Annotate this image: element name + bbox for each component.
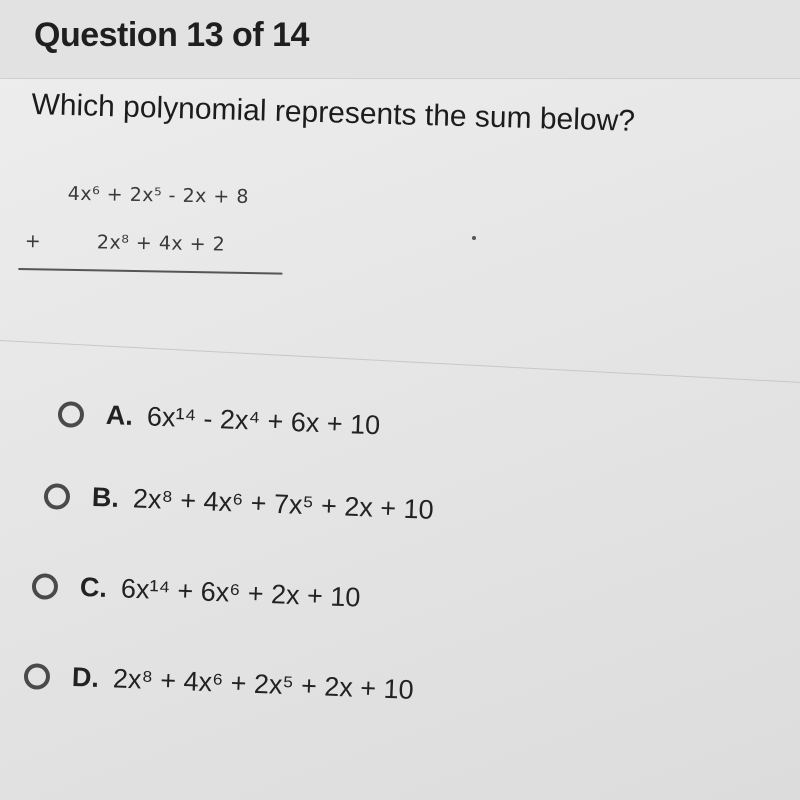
choice-a-text: 6x¹⁴ - 2x⁴ + 6x + 10 (146, 401, 381, 441)
choice-a-letter: A. (105, 399, 134, 431)
choice-d-text: 2x⁸ + 4x⁶ + 2x⁵ + 2x + 10 (112, 663, 415, 705)
choice-c-text: 6x¹⁴ + 6x⁶ + 2x + 10 (120, 573, 361, 613)
choice-c-letter: C. (79, 571, 108, 603)
question-prompt: Which polynomial represents the sum below? (31, 88, 636, 138)
choice-c[interactable] (31, 570, 361, 614)
choice-a[interactable] (57, 398, 380, 441)
choice-b-letter: B. (91, 481, 120, 513)
radio-button-b[interactable] (44, 483, 71, 510)
radio-button-a[interactable] (58, 401, 85, 428)
addend-1: 4x⁶ + 2x⁵ - 2x + 8 (67, 182, 250, 208)
radio-button-c[interactable] (32, 573, 59, 600)
choice-b-text: 2x⁸ + 4x⁶ + 7x⁵ + 2x + 10 (132, 483, 435, 525)
choice-d-letter: D. (71, 661, 100, 693)
question-title: Question 13 of 14 (34, 16, 309, 54)
addend-2: 2x⁸ + 4x + 2 (96, 231, 226, 256)
choice-b[interactable] (43, 480, 434, 526)
radio-button-d[interactable] (24, 663, 51, 690)
choice-d[interactable] (23, 660, 414, 706)
plus-sign: + (24, 230, 42, 253)
